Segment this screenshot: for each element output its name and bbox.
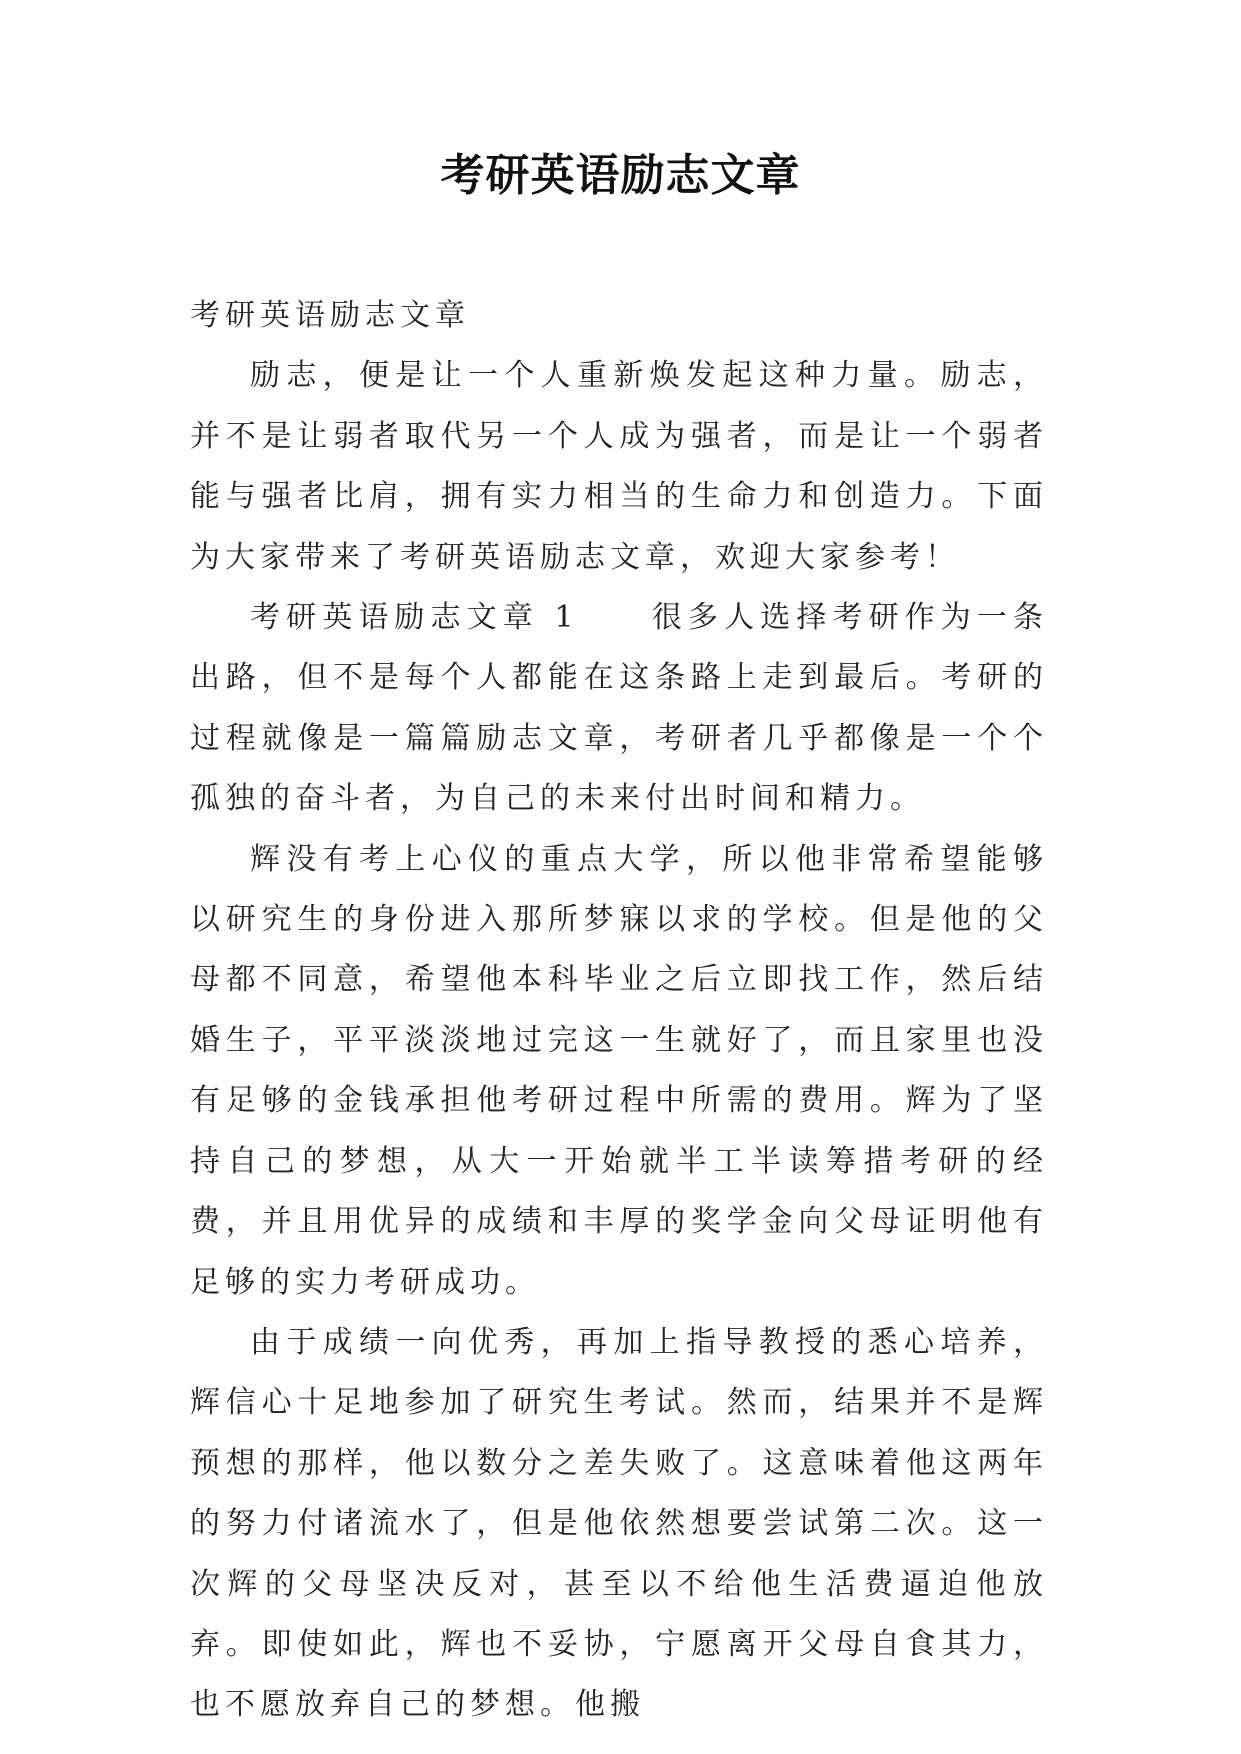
paragraph-exam: 由于成绩一向优秀，再加上指导教授的悉心培养，辉信心十足地参加了研究生考试。然而，结果并不是辉预想的那样，他以数分之差失败了。这意味着他这两年的努力付诸流水了，但是他依然想要尝试第二次。这一次辉的父母坚决反对，甚至以不给他生活费逼迫他放弃。即使如此，辉也不妥协，宁愿离开父母自食其力，也不愿放弃自己的梦想。他搬	[190, 1324, 1048, 1723]
paragraph-intro: 励志，便是让一个人重新焕发起这种力量。励志，并不是让弱者取代另一个人成为强者，而是让一个弱者能与强者比肩，拥有实力相当的生命力和创造力。下面为大家带来了考研英语励志文章，欢迎大家参考！	[190, 358, 1048, 575]
document-body	[190, 286, 1048, 1736]
body-heading: 考研英语励志文章	[190, 298, 470, 333]
paragraph-story: 辉没有考上心仪的重点大学，所以他非常希望能够以研究生的身份进入那所梦寐以求的学校。但是他的父母都不同意，希望他本科毕业之后立即找工作，然后结婚生子，平平淡淡地过完这一生就好了，而且家里也没有足够的金钱承担他考研过程中所需的费用。辉为了坚持自己的梦想，从大一开始就半工半读筹措考研的经费，并且用优异的成绩和丰厚的奖学金向父母证明他有足够的实力考研成功。	[190, 841, 1048, 1300]
paragraph-article-1: 考研英语励志文章 1 很多人选择考研作为一条出路，但不是每个人都能在这条路上走到最后。考研的过程就像是一篇篇励志文章，考研者几乎都像是一个个孤独的奋斗者，为自己的未来付出时间和精力。	[190, 600, 1048, 817]
document-title: 考研英语励志文章	[440, 150, 801, 201]
